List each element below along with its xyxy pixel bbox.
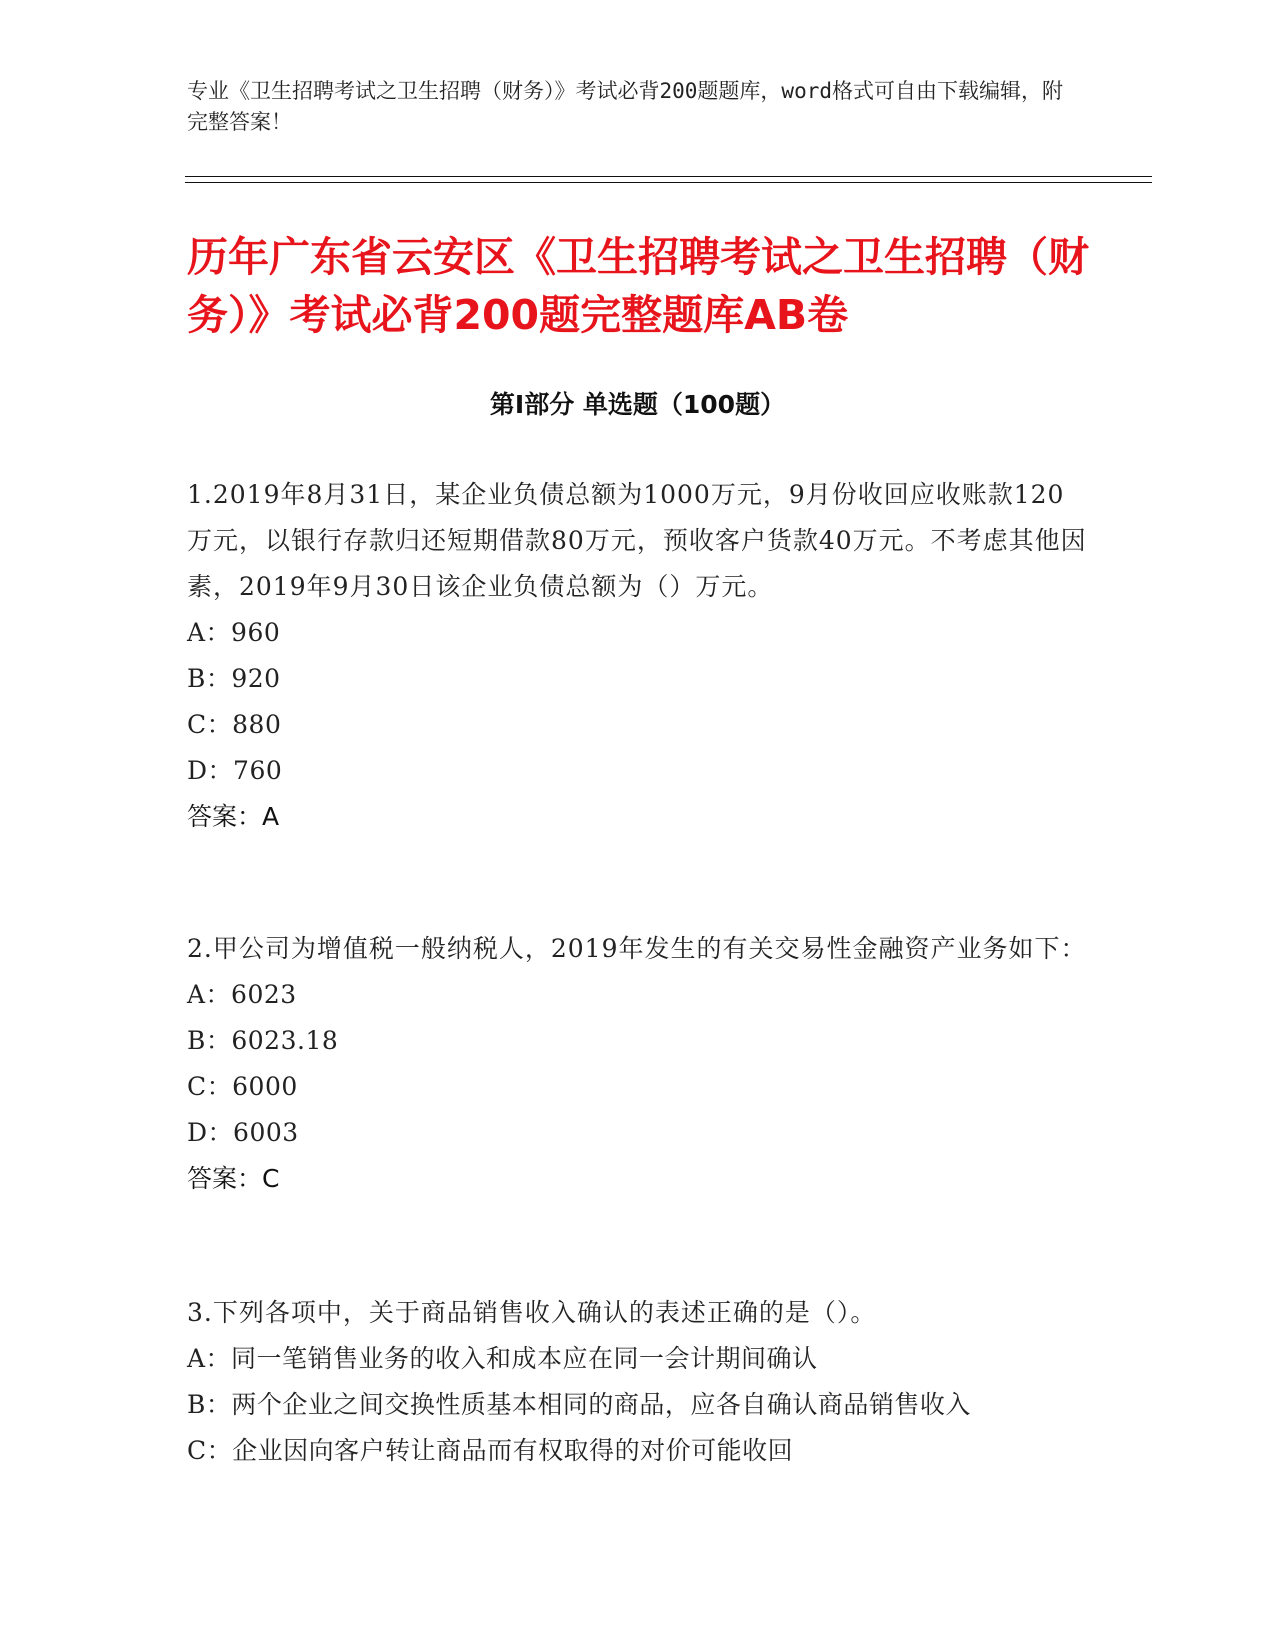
answer-line: 答案：C (187, 1164, 280, 1193)
header-note: 专业《卫生招聘考试之卫生招聘（财务）》考试必背200题题库，word格式可自由下载编辑，附完整答案！ (187, 79, 1063, 134)
option-c: C：6000 (187, 1072, 298, 1101)
question-block (187, 472, 1087, 840)
option-a: A：960 (187, 618, 281, 647)
option-c: C：企业因向客户转让商品而有权取得的对价可能收回 (187, 1436, 794, 1465)
option-d: D：760 (187, 756, 283, 785)
option-b: B：两个企业之间交换性质基本相同的商品，应各自确认商品销售收入 (187, 1390, 971, 1419)
option-d: D：6003 (187, 1118, 299, 1147)
option-a: A：同一笔销售业务的收入和成本应在同一会计期间确认 (187, 1344, 818, 1373)
option-b: B：920 (187, 664, 281, 693)
option-b: B：6023.18 (187, 1026, 339, 1055)
question-stem: 2.甲公司为增值税一般纳税人，2019年发生的有关交易性金融资产业务如下： (187, 934, 1087, 963)
question-stem: 1.2019年8月31日，某企业负债总额为1000万元，9月份收回应收账款120万元，以银行存款归还短期借款80万元，预收客户货款40万元。不考虑其他因素，2019年9月30日该企业负债总额为（）万元。 (187, 480, 1087, 601)
document-title: 历年广东省云安区《卫生招聘考试之卫生招聘（财务）》考试必背200题完整题库AB卷 (187, 233, 1089, 339)
question-block (187, 926, 1087, 1202)
option-c: C：880 (187, 710, 282, 739)
header-divider-top (185, 176, 1152, 177)
section-title: 第Ⅰ部分 单选题（100题） (489, 390, 786, 419)
question-block (187, 1290, 1087, 1474)
option-a: A：6023 (187, 980, 297, 1009)
header-divider-bottom (185, 182, 1152, 183)
answer-line: 答案：A (187, 802, 280, 831)
question-stem: 3.下列各项中，关于商品销售收入确认的表述正确的是（）。 (187, 1298, 877, 1327)
